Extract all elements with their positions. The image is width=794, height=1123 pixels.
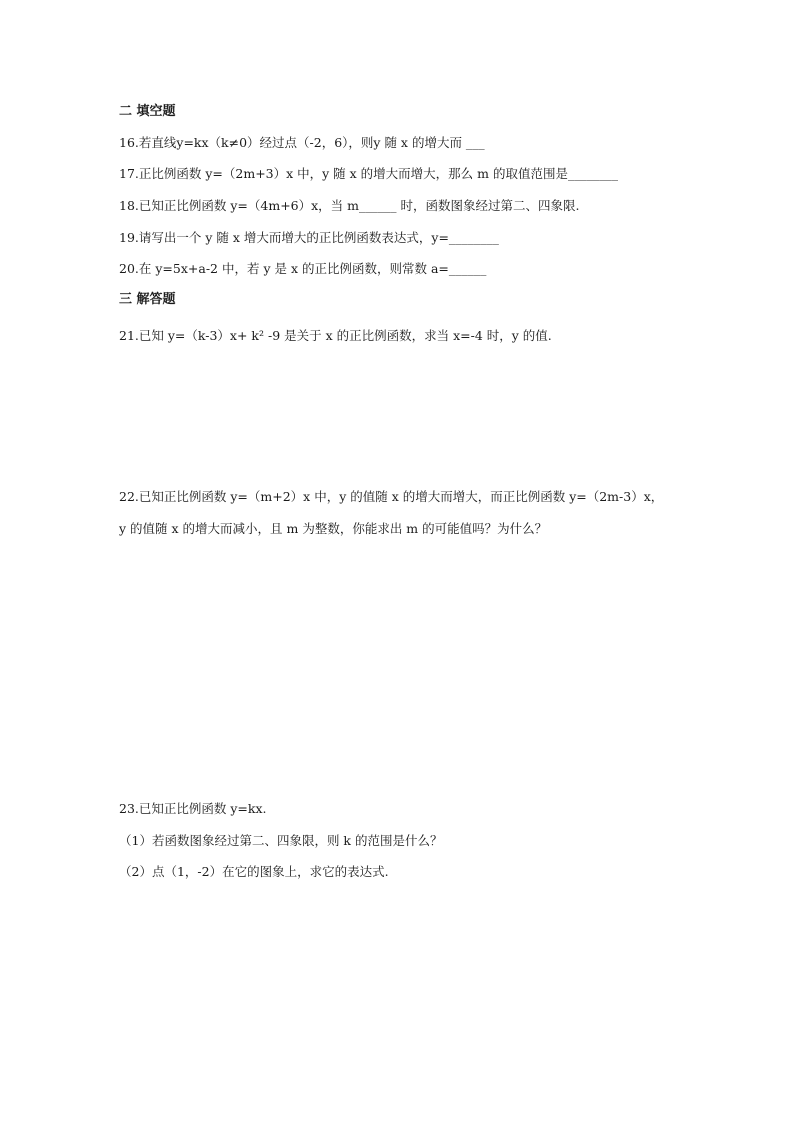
question-22-line2: y 的值随 x 的增大而减小，且 m 为整数，你能求出 m 的可能值吗？为什么？: [119, 521, 548, 536]
question-23: 23.已知正比例函数 y=kx.: [119, 801, 267, 816]
question-18: 18.已知正比例函数 y=（4m+6）x，当 m______ 时，函数图象经过第二、四象限.: [119, 198, 580, 213]
question-17: 17.正比例函数 y=（2m+3）x 中，y 随 x 的增大而增大，那么 m 的取值范围是________: [119, 166, 618, 181]
question-23-part2: （2）点（1，-2）在它的图象上，求它的表达式.: [119, 864, 389, 879]
question-16: 16.若直线y=kx（k≠0）经过点（-2，6），则y 随 x 的增大而 ___: [119, 135, 485, 150]
fill-section-heading: 二 填空题: [119, 104, 176, 119]
question-19: 19.请写出一个 y 随 x 增大而增大的正比例函数表达式，y=________: [119, 230, 499, 245]
question-22-line1: 22.已知正比例函数 y=（m+2）x 中，y 的值随 x 的增大而增大，而正比例函数 y=（2m-3）x，: [119, 489, 664, 504]
question-23-part1: （1）若函数图象经过第二、四象限，则 k 的范围是什么？: [119, 833, 443, 848]
question-20: 20.在 y=5x+a-2 中，若 y 是 x 的正比例函数，则常数 a=______: [119, 261, 487, 276]
question-21: 21.已知 y=（k-3）x+ k² -9 是关于 x 的正比例函数，求当 x=-4 时，y 的值.: [119, 328, 552, 343]
answer-section-heading: 三 解答题: [119, 292, 176, 307]
